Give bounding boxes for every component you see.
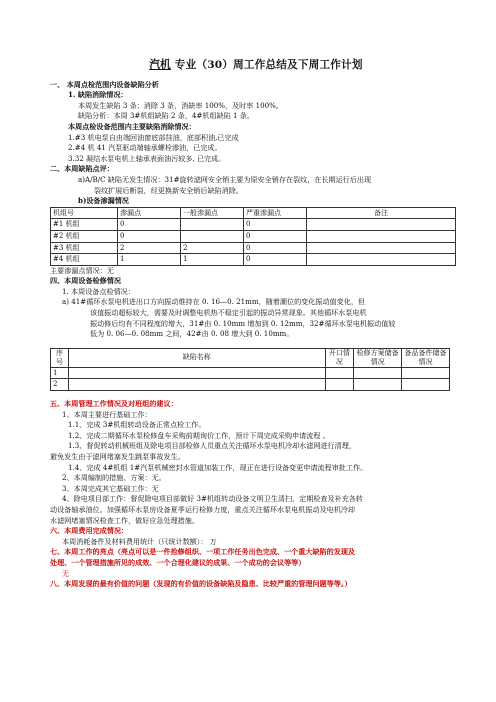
table-row [51, 230, 456, 242]
table-row [51, 254, 456, 266]
section-1-item1: 1.#3 机电泵自由端回油窗底部挂油，底部积油,已完成 [68, 132, 239, 142]
leak-table [50, 207, 456, 266]
section-2-heading: 二、本周缺陷点评： [50, 164, 114, 174]
table-cell [307, 254, 456, 266]
defect-col-plan: 检修方案储备情况 [354, 348, 402, 367]
table-cell [181, 219, 244, 231]
defect-table [50, 348, 450, 391]
section-5-line1: 1、本周主要进行基础工作： [62, 409, 152, 419]
section-2-a-cont: 裂纹扩展后断裂，经更换新安全销后缺陷消除。 [94, 185, 243, 195]
leak-col-unit: 机组号 [51, 207, 118, 219]
table-cell: 1 [181, 254, 244, 266]
section-1-item2: 2.#4 机 41 汽泵驱动端轴承螺栓渗油，已完成。 [68, 143, 222, 153]
section-1-item3: 3.32 凝结水泵电机上轴承表面油污较多, 已完成。 [68, 153, 226, 163]
table-cell: #1 机组 [51, 219, 118, 231]
section-6-heading: 六、本周费用完成情况： [50, 526, 129, 536]
section-1-sub2: 本周点检设备范围内主要缺陷消除情况： [68, 121, 196, 131]
table-cell: 1 [51, 367, 69, 379]
leak-col-remark: 备注 [307, 207, 456, 219]
section-5-line6: 1.4、完成 4#机组 1#汽泵机械密封水管道加装工作，现正在进行设备变更申请流程审批工作。 [68, 462, 368, 472]
table-cell [307, 230, 456, 242]
table-cell: #2 机组 [51, 230, 118, 242]
table-cell [354, 367, 402, 379]
section-5-line8: 3、本周完成其它基础工作：无 [62, 483, 159, 493]
section-4-a-line4: 低为 0. 06—0. 08mm 之间，42#由 0. 08 增大到 0. 10mm。 [90, 329, 294, 339]
table-row [51, 219, 456, 231]
table-cell [325, 379, 354, 391]
table-row [51, 379, 450, 391]
section-7-value: 无 [62, 568, 70, 578]
section-5-line2: 1.1、完成 3#机组转动设备正常点检工作。 [68, 420, 206, 430]
defect-table-header [51, 348, 450, 367]
section-5-line9: 4、除电项目部工作：督促除电项目部做好 3#机组转动设备文明卫生清扫，定期检查及补充各转 [62, 494, 363, 504]
defect-col-open: 开口情况 [325, 348, 354, 367]
table-cell [69, 367, 325, 379]
table-cell [402, 367, 450, 379]
section-4-heading: 四、本周设备检修情况 [50, 276, 121, 286]
section-5-line11: 水滤网堵塞情况检查工作，做好应急处理措施。 [50, 515, 199, 525]
section-1-heading: 一、 本周点检范围内设备缺陷分析 [50, 79, 159, 89]
leak-table-header [51, 207, 456, 219]
table-cell [402, 379, 450, 391]
section-1-sub1: 1. 缺陷消除情况： [68, 90, 128, 100]
table-cell [181, 230, 244, 242]
leak-col-points: 渗漏点 [118, 207, 181, 219]
table-cell: 0 [118, 230, 181, 242]
leak-note: 主要渗漏点情况：无 [50, 265, 114, 275]
table-cell: 0 [244, 242, 307, 254]
table-cell: 0 [118, 219, 181, 231]
leak-col-serious: 严重渗漏点 [244, 207, 307, 219]
leak-col-general: 一般渗漏点 [181, 207, 244, 219]
page-title [50, 60, 462, 71]
table-cell: 0 [244, 219, 307, 231]
table-row [51, 367, 450, 379]
table-cell [325, 367, 354, 379]
table-cell [354, 379, 402, 391]
defect-col-no: 序号 [51, 348, 69, 367]
table-cell: 0 [244, 230, 307, 242]
table-cell: #4 机组 [51, 254, 118, 266]
section-4-a-line2: 该值振动超标较大，需要及时调整电机热不稳定引起的振动异常现象。其他循环水泵电机 [90, 308, 367, 318]
table-cell: 0 [244, 254, 307, 266]
title-rest: 专业（30）周工作总结及下周工作计划 [170, 59, 363, 71]
section-4-sub: 1. 本周设备点检情况： [62, 286, 135, 296]
defect-col-name: 缺陷名称 [69, 348, 325, 367]
section-5-line7: 2、本周编制的措施、方案：无。 [62, 473, 166, 483]
title-dept: 汽机 [149, 59, 171, 71]
section-6-line: 本周消耗备件及材料费用统计（只统计数额）： 万 [62, 536, 217, 546]
table-cell: #3 机组 [51, 242, 118, 254]
section-8-heading: 八、本周发现的最有价值的问题（发现的有价值的设备缺陷及隐患、比较严重的管理问题等等。） [50, 579, 352, 589]
section-4-a-line3: 振动修后均有不同程度的增大，31#由 0. 10mm 增加到 0. 12mm，32#循环水泵电机振动值较 [90, 318, 396, 328]
table-cell: 2 [51, 379, 69, 391]
section-4-a-line1: a) 41#循环水泵电机进出口方向振动维持在 0. 16—0. 21mm，随着潮位的变化振动值变化，但 [62, 297, 366, 307]
section-5-heading: 五、本周管理工作情况及对班组的建议： [50, 399, 178, 409]
section-5-line5: 避免发生由于滤网堵塞发生跳泵事故发生。 [50, 452, 185, 461]
section-1-line1: 本周发生缺陷 3 条；消除 3 条，消缺率 100%，及时率 100%。 [78, 100, 283, 110]
table-cell [69, 379, 325, 391]
section-7-heading-1: 七、本周工作的亮点（亮点可以是一件抢修组织、一项工作任务出色完成、一个重大缺陷的发现及 [50, 547, 356, 557]
section-5-line10: 动设备轴承油位。加强循环水泵房设备夏季运行检修力度，重点关注循环水泵电机振动及电机冷却 [50, 504, 356, 514]
section-1-line2: 缺陷分析：本周 3#机组缺陷 2 条，4#机组缺陷 1 条。 [78, 111, 254, 121]
section-2-a-text: a)A/B/C 缺陷无发生情况：31#旋转滤网安全销主要为原安全销存在裂纹，在长期运行后出现 [78, 174, 372, 184]
section-2-b-heading: b)设备渗漏情况 [78, 196, 129, 206]
section-7-heading-2: 处理、一个管理措施所见的成效、一个合理化建议的成果、一个成功的会议等等） [50, 557, 306, 567]
table-cell [307, 242, 456, 254]
table-cell: 2 [118, 242, 181, 254]
section-5-line3: 1.2、完成二期循环水泵检修盘车采购前期询价工作，预计下周完成采购申请流程 。 [68, 430, 330, 440]
table-cell: 1 [118, 254, 181, 266]
table-cell: 2 [181, 242, 244, 254]
table-row [51, 242, 456, 254]
section-5-line4: 1.3、督促转动机械班组及除电项目部检修人员重点关注循环水泵电机冷却水滤网进行清理， [68, 441, 356, 451]
table-cell [307, 219, 456, 231]
defect-col-spare: 备品备件储备情况 [402, 348, 450, 367]
